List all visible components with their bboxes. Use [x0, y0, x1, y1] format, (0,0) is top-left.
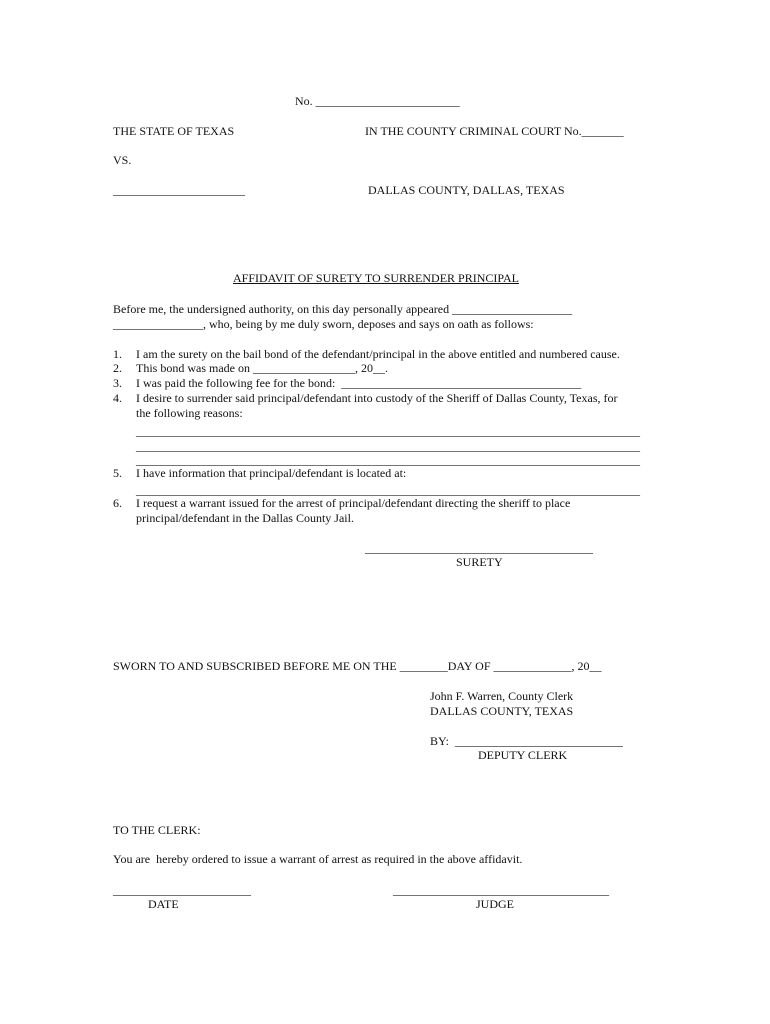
affidavit-title: AFFIDAVIT OF SURETY TO SURRENDER PRINCIPAL — [233, 271, 519, 285]
item-number: 2. — [113, 361, 122, 375]
location-blank-line: ____________________________________________________________________________________ — [136, 483, 640, 497]
item-text: I have information that principal/defendant is located at: — [136, 466, 407, 480]
judge-label: JUDGE — [476, 897, 514, 911]
date-label: DATE — [148, 897, 179, 911]
deputy-clerk-label: DEPUTY CLERK — [478, 748, 568, 762]
item-number: 6. — [113, 496, 122, 510]
judge-signature-line: ____________________________________ — [393, 883, 609, 897]
surety-label: SURETY — [456, 555, 503, 569]
versus-label: VS. — [113, 153, 132, 167]
date-signature-line: _______________________ — [113, 883, 251, 897]
item-text: This bond was made on _________________, 20__. — [136, 361, 388, 375]
item-text: the following reasons: — [136, 406, 243, 420]
item-text: I desire to surrender said principal/defendant into custody of the Sheriff of Dallas County, Texas, for — [136, 391, 618, 405]
intro-line-1: Before me, the undersigned authority, on this day personally appeared ____________________ — [113, 302, 573, 316]
defendant-blank: ______________________ — [113, 183, 245, 197]
item-number: 3. — [113, 376, 122, 390]
surety-signature-line: ______________________________________ — [365, 541, 593, 555]
court-name: IN THE COUNTY CRIMINAL COURT No._______ — [365, 124, 624, 138]
reason-blank-line: ____________________________________________________________________________________ — [136, 453, 640, 467]
reason-blank-line: ____________________________________________________________________________________ — [136, 424, 640, 438]
item-text: I am the surety on the bail bond of the defendant/principal in the above entitled and numbered cause. — [136, 347, 620, 361]
item-text: I was paid the following fee for the bond: ________________________________________ — [136, 376, 582, 390]
state-of-texas: THE STATE OF TEXAS — [113, 124, 235, 138]
item-text: principal/defendant in the Dallas County Jail. — [136, 511, 354, 525]
item-text: I request a warrant issued for the arrest of principal/defendant directing the sheriff to place — [136, 496, 571, 510]
intro-line-2: _______________, who, being by me duly sworn, deposes and says on oath as follows: — [113, 317, 534, 331]
case-number: No. ________________________ — [295, 94, 460, 108]
county-location: DALLAS COUNTY, DALLAS, TEXAS — [368, 183, 565, 197]
clerk-name: John F. Warren, County Clerk — [430, 689, 574, 703]
reason-blank-line: ____________________________________________________________________________________ — [136, 439, 640, 453]
item-number: 4. — [113, 391, 122, 405]
item-number: 5. — [113, 466, 122, 480]
clerk-order-text: You are hereby ordered to issue a warrant of arrest as required in the above affidavit. — [113, 852, 523, 866]
sworn-statement: SWORN TO AND SUBSCRIBED BEFORE ME ON THE ________DAY OF _____________, 20__ — [113, 659, 602, 673]
to-clerk-heading: TO THE CLERK: — [113, 823, 201, 837]
deputy-signature-line: BY: ____________________________ — [430, 734, 623, 748]
item-number: 1. — [113, 347, 122, 361]
clerk-county: DALLAS COUNTY, TEXAS — [430, 704, 574, 718]
